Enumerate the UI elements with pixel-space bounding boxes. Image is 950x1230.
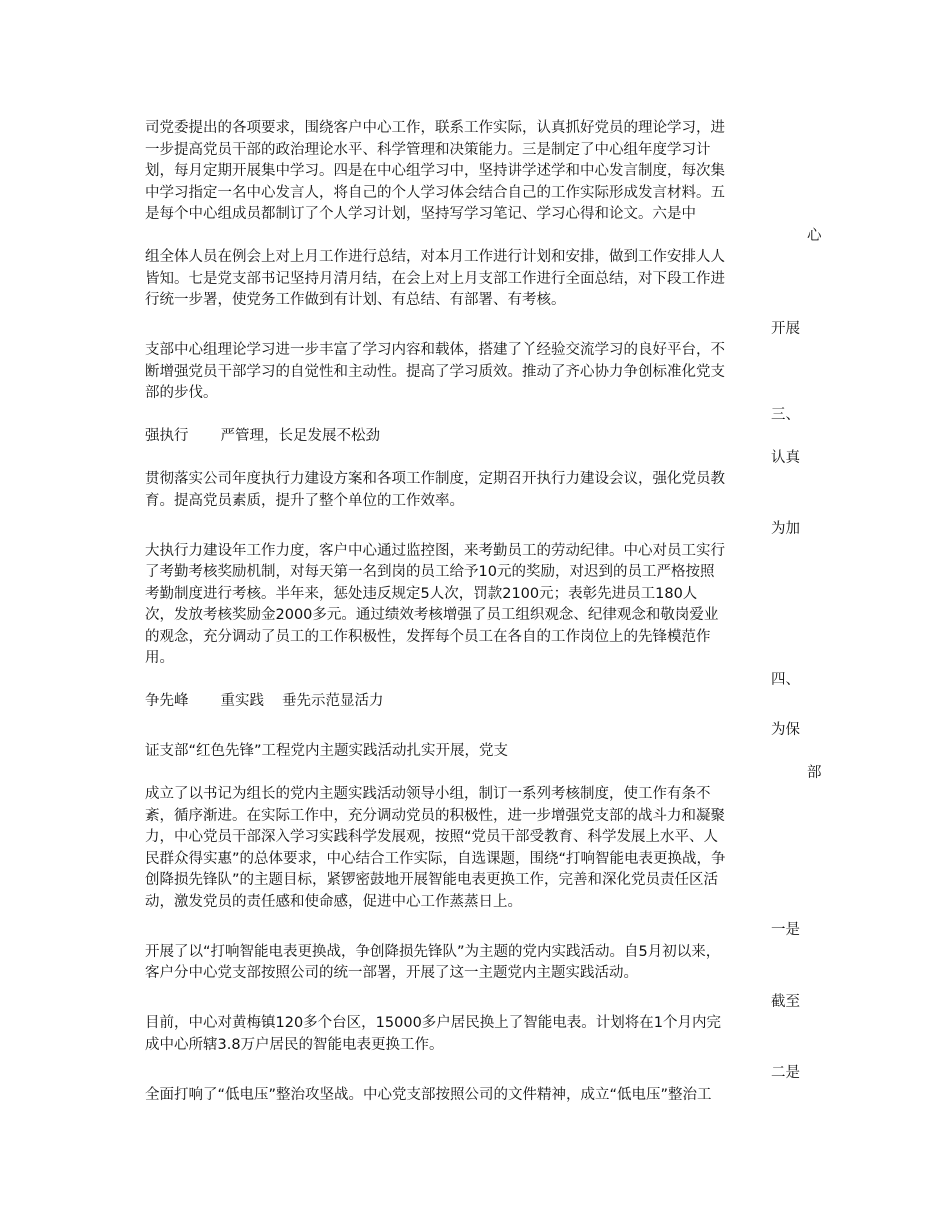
section-heading — [145, 691, 805, 713]
heading-part: 强执行 — [145, 428, 189, 444]
text-line: 支部中心组理论学习进一步丰富了学习内容和载体，搭建了丫经验交流学习的良好平台，不 — [145, 342, 725, 358]
paragraph-lead: 一是 — [771, 922, 800, 938]
text-line: 紊，循序渐进。在实际工作中，充分调动党员的积极性，进一步增强党支部的战斗力和凝聚 — [145, 807, 725, 824]
line-with-fragment — [145, 319, 805, 341]
document-body — [145, 118, 822, 1106]
text-line: 部的步伐。 — [145, 385, 218, 401]
text-line: 力，中心党员干部深入学习实践科学发展观，按照“党员干部受教育、科学发展上水平、人 — [145, 829, 719, 845]
line-with-fragment — [145, 992, 805, 1014]
paragraph-lead: 二是 — [771, 1065, 800, 1081]
text-line: 动，激发党员的责任感和使命感，促进中心工作蒸蒸日上。 — [145, 893, 522, 910]
text-line: 次，发放考核奖励金2000多元。通过绩效考核增强了员工组织观念、纪律观念和敬岗爱业 — [145, 607, 719, 623]
paragraph-lead: 认真 — [771, 449, 800, 466]
section-heading — [145, 426, 805, 448]
text-line: 断增强党员干部学习的自觉性和主动性。提高了学习质效。推动了齐心协力争创标准化党支 — [145, 363, 725, 380]
text-line: 中学习指定一名中心发言人，将自己的个人学习体会结合自己的工作实际形成发言材料。五 — [145, 184, 725, 201]
text-line: 的观念，充分调动了员工的工作积极性，发挥每个员工在各自的工作岗位上的先锋模范作 — [145, 628, 711, 645]
text-line: 创降损先锋队”的主题目标，紧锣密鼓地开展智能电表更换工作，完善和深化党员责任区活 — [145, 872, 719, 888]
fragment-text: 部 — [807, 764, 822, 781]
paragraph-lead: 为保 — [771, 721, 800, 738]
text-line: 开展了以“打响智能电表更换战，争创降损先锋队”为主题的党内实践活动。自5月初以来， — [145, 943, 721, 960]
line-with-fragment — [145, 226, 822, 248]
paragraph-lead: 开展 — [771, 320, 800, 337]
text-line: 客户分中心党支部按照公司的统一部署，开展了这一主题党内主题实践活动。 — [145, 965, 638, 981]
text-line: 司党委提出的各项要求，围绕客户中心工作，联系工作实际，认真抓好党员的理论学习，进 — [145, 120, 725, 136]
text-line: 划，每月定期开展集中学习。四是在中心组学习中，坚持讲学述学和中心发言制度，每次集 — [145, 163, 725, 179]
text-line: 皆知。七是党支部书记坚持月清月结，在会上对上月支部工作进行全面总结，对下段工作进 — [145, 270, 725, 287]
heading-part: 重实践 — [220, 693, 264, 709]
line-with-fragment — [145, 405, 805, 427]
line-with-fragment — [145, 920, 805, 942]
line-with-fragment — [145, 448, 805, 470]
text-line: 证支部“红色先锋”工程党内主题实践活动扎实开展，党支 — [145, 743, 509, 759]
section-number: 三、 — [771, 406, 800, 423]
text-line: 用。 — [145, 650, 174, 666]
text-line: 全面打响了“低电压”整治攻坚战。中心党支部按照公司的文件精神，成立“低电压”整治工 — [145, 1086, 712, 1103]
text-line: 组全体人员在例会上对上月工作进行总结，对本月工作进行计划和安排，做到工作安排人人 — [145, 249, 725, 265]
text-line: 成中心所辖3.8万户居民的智能电表更换工作。 — [145, 1036, 444, 1053]
paragraph-lead: 为加 — [771, 521, 800, 537]
text-line: 育。提高党员素质，提升了整个单位的工作效率。 — [145, 492, 464, 509]
text-line: 成立了以书记为组长的党内主题实践活动领导小组，制订一系列考核制度，使工作有条不 — [145, 786, 711, 802]
fragment-text: 心 — [807, 227, 822, 244]
section-number: 四、 — [771, 671, 800, 688]
text-line: 了考勤考核奖励机制，对每天第一名到岗的员工给予10元的奖励，对迟到的员工严格按照 — [145, 564, 715, 580]
heading-part: 争先峰 — [145, 693, 189, 709]
line-with-fragment — [145, 1063, 805, 1085]
text-line: 目前，中心对黄梅镇120多个台区，15000多户居民换上了智能电表。计划将在1个月内完 — [145, 1015, 722, 1031]
text-line: 一步提高党员干部的政治理论水平、科学管理和决策能力。三是制定了中心组年度学习计 — [145, 141, 711, 158]
text-line: 考勤制度进行考核。半年来，惩处违反规定5人次，罚款2100元；表彰先进员工180人 — [145, 585, 698, 602]
text-line: 是每个中心组成员都制订了个人学习计划，坚持写学习笔记、学习心得和论文。六是中 — [145, 206, 696, 222]
text-line: 行统一步署，使党务工作做到有计划、有总结、有部署、有考核。 — [145, 292, 566, 308]
paragraph-lead: 截至 — [771, 993, 800, 1010]
line-with-fragment — [145, 519, 805, 541]
text-line: 民群众得实惠”的总体要求，中心结合工作实际，自选课题，围绕“打响智能电表更换战，争 — [145, 850, 726, 867]
line-with-fragment — [145, 720, 805, 742]
text-line: 贯彻落实公司年度执行力建设方案和各项工作制度，定期召开执行力建设会议，强化党员教 — [145, 471, 725, 487]
line-with-fragment — [145, 670, 805, 692]
heading-part: 严管理，长足发展不松劲 — [220, 428, 380, 444]
heading-part: 垂先示范显活力 — [282, 693, 384, 709]
line-with-fragment — [145, 763, 822, 785]
text-line: 大执行力建设年工作力度，客户中心通过监控图，来考勤员工的劳动纪律。中心对员工实行 — [145, 542, 725, 559]
